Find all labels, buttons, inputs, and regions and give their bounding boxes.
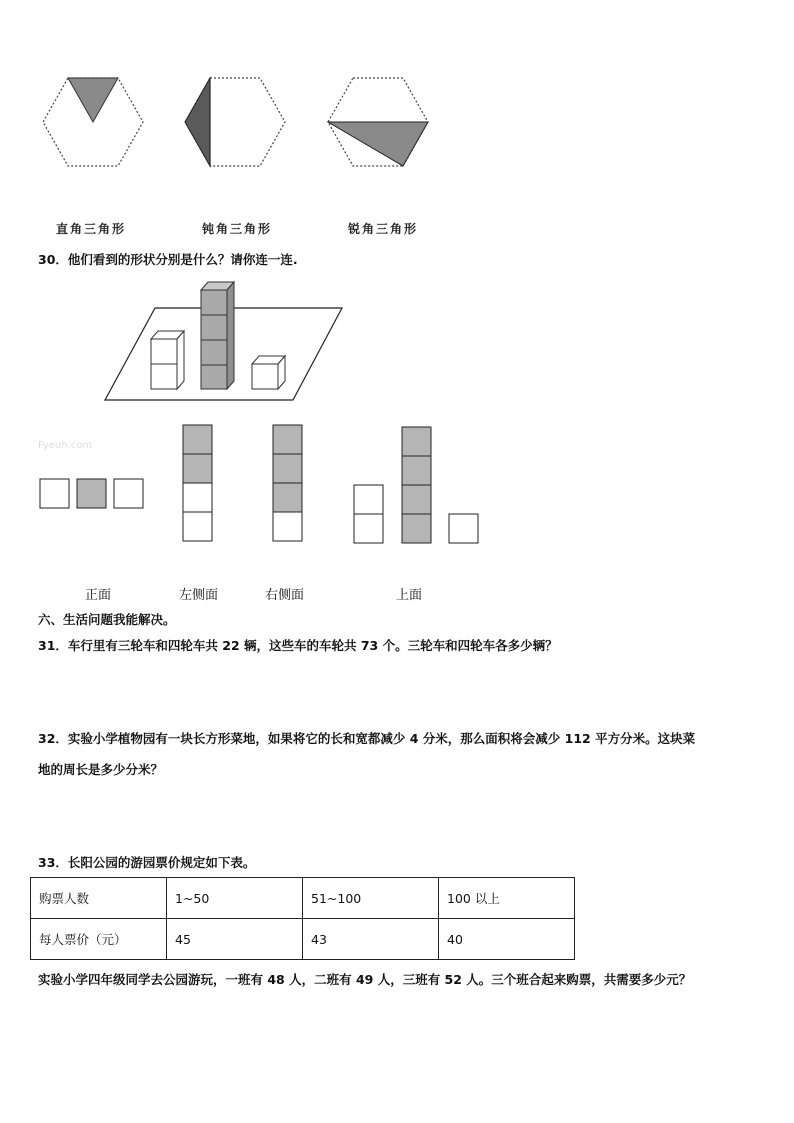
table-cell: 40 <box>439 919 575 960</box>
table-cell: 100 以上 <box>439 878 575 919</box>
top-view-shape <box>354 427 478 543</box>
watermark: Fyeuh.com <box>38 440 93 451</box>
question-31: 31．车行里有三轮车和四轮车共 22 辆，这些车的车轮共 73 个。三轮车和四轮车各多少辆？ <box>38 638 558 653</box>
table-cell: 购票人数 <box>31 878 167 919</box>
question-30: 30．他们看到的形状分别是什么？请你连一连. <box>38 252 298 267</box>
shaded-acute-triangle <box>328 122 428 166</box>
label-right-side: 右侧面 <box>265 588 305 603</box>
hexagon-figures <box>35 70 445 170</box>
question-33-text: 实验小学四年级同学去公园游玩，一班有 48 人，二班有 49 人，三班有 52 人。三个班合起来购票，共需要多少元？ <box>38 972 692 987</box>
table-cell: 45 <box>167 919 303 960</box>
label-left-side: 左侧面 <box>179 588 219 603</box>
table-cell: 43 <box>303 919 439 960</box>
left-side-view-shape <box>183 425 212 541</box>
label-front: 正面 <box>85 588 112 603</box>
hexagon-acute-triangle <box>328 78 428 166</box>
single-white-cube <box>252 356 285 389</box>
table-row <box>31 878 575 919</box>
section-heading: 六、生活问题我能解决。 <box>38 612 176 627</box>
view-options-figure <box>38 424 483 546</box>
caption-acute-triangle: 锐角三角形 <box>348 222 419 236</box>
table-row <box>31 919 575 960</box>
label-top: 上面 <box>396 588 423 603</box>
hexagon-right-triangle <box>43 78 143 166</box>
shaded-obtuse-triangle <box>185 78 210 166</box>
table-cell: 每人票价（元） <box>31 919 167 960</box>
question-33: 33．长阳公园的游园票价规定如下表。 <box>38 855 256 870</box>
grey-cube-stack <box>201 282 234 389</box>
question-32-line1: 32．实验小学植物园有一块长方形菜地，如果将它的长和宽都减少 4 分米，那么面积将会减少 112 平方分米。这块菜 <box>38 731 696 746</box>
caption-obtuse-triangle: 钝角三角形 <box>202 222 273 236</box>
caption-right-triangle: 直角三角形 <box>56 222 127 236</box>
ticket-price-table <box>30 877 575 960</box>
front-view-shape <box>40 479 143 508</box>
shaded-right-triangle <box>68 78 118 122</box>
table-cell: 1~50 <box>167 878 303 919</box>
question-32-line2: 地的周长是多少分米？ <box>38 762 164 777</box>
hexagon-obtuse-triangle <box>185 78 285 166</box>
white-cube-stack <box>151 331 184 389</box>
table-cell: 51~100 <box>303 878 439 919</box>
right-side-view-shape <box>273 425 302 541</box>
cube-arrangement-figure <box>100 278 350 406</box>
